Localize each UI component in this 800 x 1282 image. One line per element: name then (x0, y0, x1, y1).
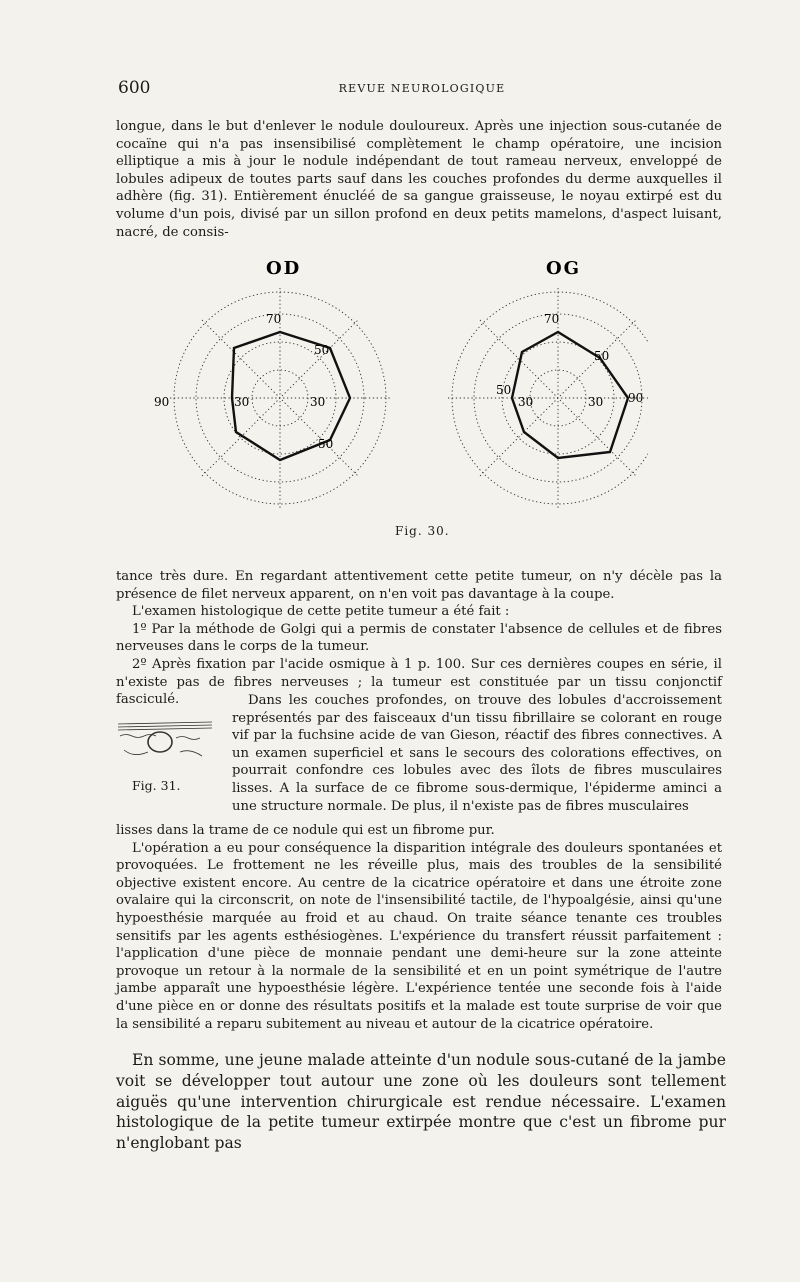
figure-30-caption: Fig. 30. (395, 524, 450, 538)
paragraph-1 (116, 118, 722, 241)
od-label-upper-right: 50 (314, 343, 330, 357)
figure-31-caption: Fig. 31. (132, 778, 181, 793)
nodule-sketch (116, 716, 216, 766)
og-label-right: 90 (628, 391, 644, 405)
og-label-inner-left: 30 (518, 395, 534, 409)
running-title: REVUE NEUROLOGIQUE (338, 82, 506, 95)
wrapped-text-block (232, 692, 722, 815)
para-3-text: L'examen histologique de cette petite tumeur a été fait : (132, 604, 510, 620)
para-5-text: 2º Après fixation par l'acide osmique à 1 p. 100. Sur ces dernières coupes en série, il n'existe pas de fibres nerveuses ; la tumeur est constituée par un tissu conjonctif fasciculé. (116, 656, 722, 708)
text-block-2 (116, 568, 722, 709)
para-7-text: L'opération a eu pour conséquence la disparition intégrale des douleurs spontanées et provoquées. Le frottement ne les réveille plus, mais des troubles de la sensibilité objective existent encore. Au centre de la cicatrice opératoire et dans une étroite zone ovalaire qui la circonscrit, on note de l'insensibilité tactile, de l'hypoalgésie, ainsi qu'une hypoesthésie marquée au froid et au chaud. On traite séance tenante ces troubles sensitifs par les agents esthésiogènes. L'expérience du transfert réussit parfaitement : l'application d'une pièce de monnaie pendant une demi-heure sur la zone atteinte provoque un retour à la normale de la sensibilité et en un point symétrique de l'autre jambe apparaît une hypoesthésie légère. L'expérience tentée une seconde fois à l'aide d'une pièce en or donne des résultats positifs et la malade est toute surprise de voir que la sensibilité a reparu subitement au niveau et autour de la cicatrice opératoire. (116, 840, 722, 1032)
visual-field-charts (148, 248, 648, 518)
summary-block (116, 1050, 726, 1154)
para-6-continued: lisses dans la trame de ce nodule qui est un fibrome pur. (116, 823, 495, 838)
od-label-top: 70 (266, 312, 282, 326)
og-label-inner-right: 30 (588, 395, 604, 409)
figure-31 (116, 716, 216, 766)
og-title: OG (546, 258, 582, 279)
od-label-left: 90 (154, 395, 170, 409)
text-block-3 (116, 822, 722, 1033)
para-6-text: Dans les couches profondes, on trouve des lobules d'accroissement représentés par des faisceaux d'un tissu fibrillaire se colorant en rouge vif par la fuchsine acide de van Gieson, réactif des fibres connectives. A un examen superficiel et sans le secours des colorations effectives, on pourrait confondre ces lobules avec des îlots de fibres musculaires lisses. A la surface de ce fibrome sous-dermique, l'épiderme aminci a une structure normale. De plus, il n'existe pas de fibres musculaires (232, 693, 722, 814)
figure-30 (148, 248, 648, 548)
og-label-upper-right: 50 (594, 349, 610, 363)
od-label-inner-left: 30 (234, 395, 250, 409)
od-label-inner-right: 30 (310, 395, 326, 409)
od-title: OD (266, 258, 302, 279)
summary-text: En somme, une jeune malade atteinte d'un nodule sous-cutané de la jambe voit se développer tout autour une zone où les douleurs sont tellement aiguës qu'une intervention chirurgicale est rendue nécessaire. L'examen histologique de la petite tumeur extirpée montre que c'est un fibrome pur n'englobant pas (116, 1051, 726, 1153)
og-label-top: 70 (544, 312, 560, 326)
page-header (118, 78, 726, 102)
og-label-outer-left: 50 (496, 383, 512, 397)
para-1-text: longue, dans le but d'enlever le nodule douloureux. Après une injection sous-cutanée de cocaïne qui n'a pas insensibilisé complètement le champ opératoire, une incision elliptique a mis à jour le nodule indépendant de tout rameau nerveux, enveloppé de lobules adipeux de toutes parts sauf dans les couches profondes du derme auxquelles il adhère (fig. 31). Entièrement énucléé de sa gangue graisseuse, le noyau extirpé est du volume d'un pois, divisé par un sillon profond en deux petits mamelons, d'aspect luisant, nacré, de consis- (116, 119, 722, 240)
od-label-lower-right: 50 (318, 437, 334, 451)
page-number: 600 (118, 78, 151, 98)
para-2-text: tance très dure. En regardant attentivement cette petite tumeur, on n'y décèle pas la présence de filet nerveux apparent, on n'en voit pas davantage à la coupe. (116, 569, 722, 602)
para-4-text: 1º Par la méthode de Golgi qui a permis de constater l'absence de cellules et de fibres nerveuses dans le corps de la tumeur. (116, 621, 722, 655)
